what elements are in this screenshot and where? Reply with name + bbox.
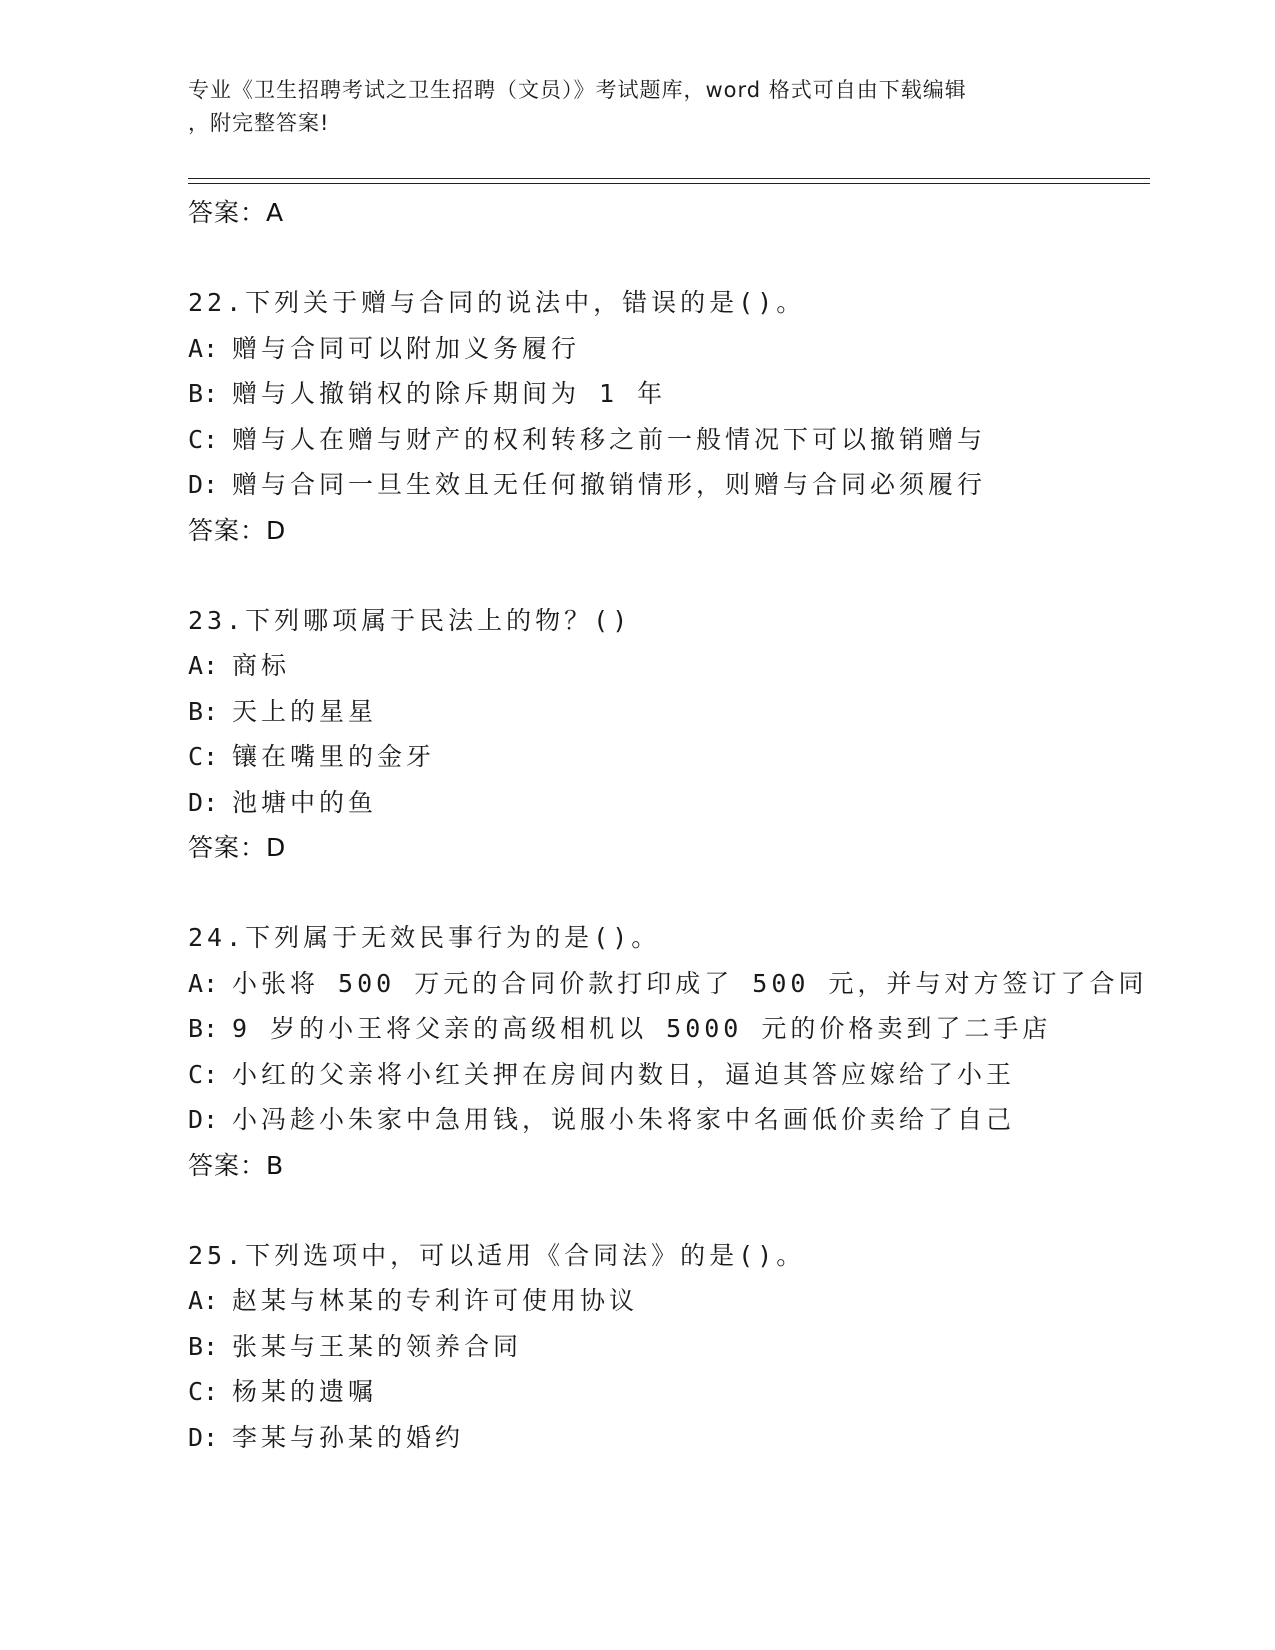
question-text: 23.下列哪项属于民法上的物？() bbox=[188, 605, 632, 635]
option-text: 9 岁的小王将父亲的高级相机以 5000 元的价格卖到了二手店 bbox=[232, 1014, 1052, 1043]
option-c bbox=[188, 734, 1168, 780]
answer-label: 答案：B bbox=[188, 1150, 285, 1180]
question-23 bbox=[188, 598, 1168, 872]
option-text: 小冯趁小朱家中急用钱，说服小朱将家中名画低价卖给了自己 bbox=[232, 1105, 1016, 1134]
option-d bbox=[188, 462, 1168, 508]
header-line-2: ，附完整答案! bbox=[188, 111, 330, 135]
option-text: 天上的星星 bbox=[232, 696, 378, 726]
answer-label: 答案：A bbox=[188, 198, 285, 227]
option-text: 商标 bbox=[232, 651, 291, 680]
question-text: 24.下列属于无效民事行为的是()。 bbox=[188, 923, 661, 952]
header-divider-top bbox=[188, 178, 1150, 179]
option-letter: B: bbox=[188, 1014, 219, 1043]
option-letter: C: bbox=[188, 1059, 219, 1089]
option-letter: B: bbox=[188, 379, 219, 408]
option-text: 池塘中的鱼 bbox=[232, 787, 378, 817]
option-text: 赠与合同一旦生效且无任何撤销情形，则赠与合同必须履行 bbox=[232, 470, 987, 499]
option-letter: D: bbox=[188, 787, 219, 817]
option-b bbox=[188, 371, 1168, 417]
option-d bbox=[188, 1415, 1168, 1461]
option-text: 赵某与林某的专利许可使用协议 bbox=[232, 1286, 639, 1315]
option-letter: A: bbox=[188, 651, 219, 680]
question-24 bbox=[188, 915, 1168, 1189]
option-a bbox=[188, 1278, 1168, 1324]
option-d bbox=[188, 1097, 1168, 1143]
option-c bbox=[188, 1052, 1168, 1098]
option-text: 张某与王某的领养合同 bbox=[232, 1331, 523, 1361]
option-b bbox=[188, 1006, 1168, 1052]
option-c bbox=[188, 417, 1168, 463]
option-letter: B: bbox=[188, 1331, 219, 1361]
option-text: 赠与人在赠与财产的权利转移之前一般情况下可以撤销赠与 bbox=[232, 424, 987, 454]
option-text: 赠与合同可以附加义务履行 bbox=[232, 333, 581, 363]
question-22 bbox=[188, 280, 1168, 554]
question-text: 22.下列关于赠与合同的说法中，错误的是()。 bbox=[188, 288, 806, 317]
option-letter: C: bbox=[188, 424, 219, 454]
option-text: 小红的父亲将小红关押在房间内数日，逼迫其答应嫁给了小王 bbox=[232, 1059, 1016, 1089]
option-a bbox=[188, 326, 1168, 372]
header-line-1: 专业《卫生招聘考试之卫生招聘（文员）》考试题库，word 格式可自由下载编辑 bbox=[188, 78, 967, 102]
option-d bbox=[188, 780, 1168, 826]
option-letter: C: bbox=[188, 1377, 219, 1406]
answer-label: 答案：D bbox=[188, 833, 287, 862]
option-letter: D: bbox=[188, 1422, 219, 1452]
option-letter: C: bbox=[188, 742, 219, 771]
question-text: 25.下列选项中，可以适用《合同法》的是()。 bbox=[188, 1240, 806, 1270]
option-text: 镶在嘴里的金牙 bbox=[232, 742, 436, 771]
question-25 bbox=[188, 1233, 1168, 1461]
option-letter: A: bbox=[188, 968, 219, 998]
option-c bbox=[188, 1369, 1168, 1415]
header-divider-bottom bbox=[188, 183, 1150, 184]
option-letter: D: bbox=[188, 470, 219, 499]
answer-label: 答案：D bbox=[188, 515, 287, 545]
option-a bbox=[188, 643, 1168, 689]
option-a bbox=[188, 961, 1168, 1007]
option-text: 小张将 500 万元的合同价款打印成了 500 元，并与对方签订了合同 bbox=[232, 968, 1148, 998]
document-content bbox=[188, 190, 1168, 1460]
option-text: 李某与孙某的婚约 bbox=[232, 1422, 465, 1452]
document-header bbox=[188, 74, 1088, 140]
option-letter: B: bbox=[188, 696, 219, 726]
option-text: 赠与人撤销权的除斥期间为 1 年 bbox=[232, 379, 667, 408]
option-text: 杨某的遗嘱 bbox=[232, 1377, 378, 1406]
option-letter: D: bbox=[188, 1105, 219, 1134]
option-letter: A: bbox=[188, 1286, 219, 1315]
option-b bbox=[188, 1324, 1168, 1370]
option-letter: A: bbox=[188, 333, 219, 363]
option-b bbox=[188, 689, 1168, 735]
